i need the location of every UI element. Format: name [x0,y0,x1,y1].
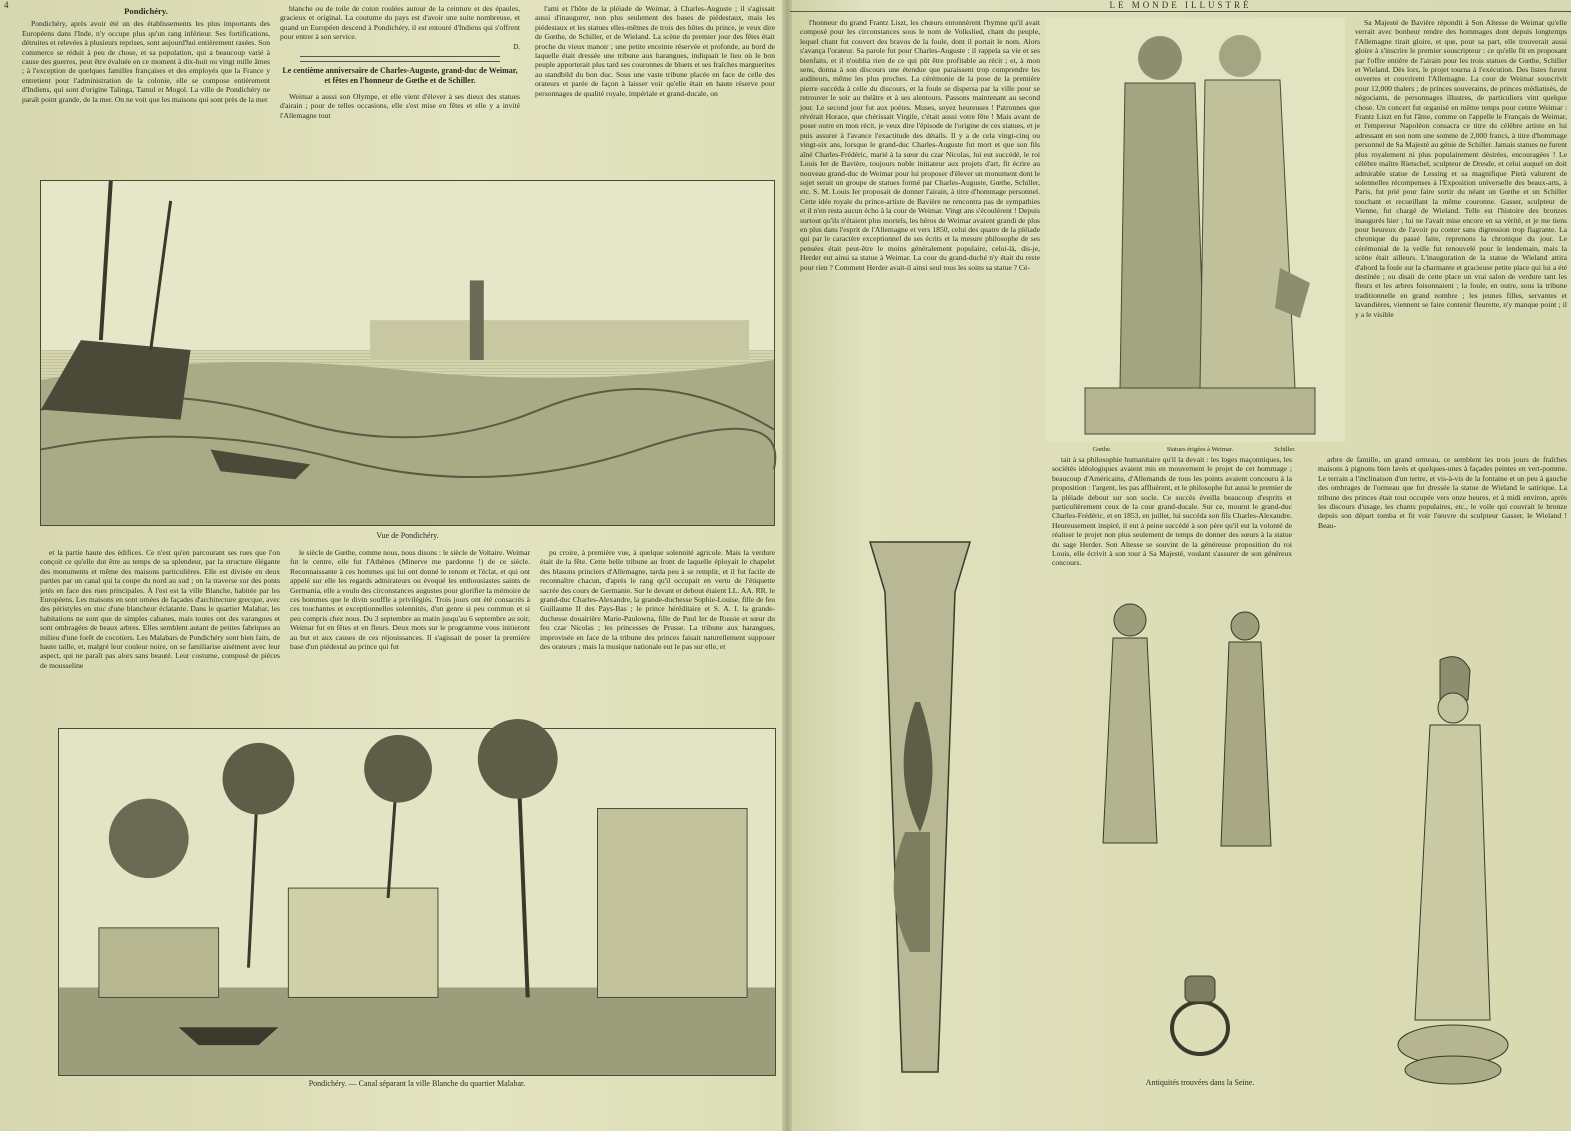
section-heading-centenary: Le centième anniversaire de Charles-Auguste, grand-duc de Weimar, et fêtes en l'honneur de Gœthe et de Schiller. [282,66,518,86]
text-column-bavaria-subscription [1355,18,1567,458]
minerva-statuette-illustration [1390,650,1510,1086]
caption-antiquites: Antiquités trouvées dans la Seine. [1145,1078,1255,1087]
statuette-front-illustration [1095,598,1165,850]
text-column-herder-statue [1052,455,1292,568]
page-number: 4 [4,0,9,10]
engraving-goethe-schiller-statue [1045,18,1345,442]
text-column-wieland-inauguration [1318,455,1567,555]
article-paragraph: Weimar a aussi son Olympe, et elle vient d'élever à ses dieux des statues d'airain ; pour de telles occasions, elle s'est mise en fêtes et elle y a invité l'Allemagne tout [280,92,520,120]
caption-goethe: Gœthe. [1092,446,1112,453]
text-column-weimar-intro [280,4,520,174]
caption-vue-de-pondichery: Vue de Pondichéry. [376,531,439,540]
article-paragraph: arbre de famille, un grand ormeau, ce semblent les trois jours de fraîches maisons à pignons bien lavés et quelques-unes à façades peintes en vert-pomme. Le terrain a l'inclinaison d'un tertre, et vis-à-vis de la fontaine et un peu à gauche des ombrages de l'ormeau que fut dressée la statue de Wieland le satirique. La tribune des princes était tout occupée vers onze heures, et à midi environ, après les discours d'usage, les chants populaires, etc., le voile qui couvrait le bronze depuis son départ tomba et fit voir l'œuvre du sculpteur Gasser, le Wieland ! Beau- [1318,455,1567,530]
engraving-canal-pondichery [58,728,776,1076]
engraving-view-of-pondichery [40,180,775,526]
text-column-princes-tribune [540,548,775,722]
article-paragraph: blanche ou de toile de coton roulées autour de la ceinture et des épaules, gracieux et original. La coutume du pays est d'avoir une suite nombreuse, et quand un Européen descend à Pondichéry, il est entouré d'Indiens qui s'offrent pour entrer à son service. [280,4,520,42]
caption-canal: Pondichéry. — Canal séparant la ville Blanche du quartier Malabar. [308,1079,526,1088]
article-paragraph: l'ami et l'hôte de la pléiade de Weimar, à Charles-Auguste ; il s'agissait aussi d'inaugurer, non plus seulement des bases de piédestaux, mais les piédestaux et les statues elles-mêmes de trois des hôtes du prince, je veux dire de Gœthe, de Schiller, et de Wieland. La scène du premier jour des fêtes était proche du vieux manoir ; une petite enceinte réservée et profonde, au bord de laquelle était dressée une tribune aux harangues, indiquait le lieu où le bon peuple apporterait plus tard ses couronnes de bluets et ses fraîches marguerites au standbild du bon duc. Sous une vaste tribune placée en face de celle des orateurs et parée de façon à laisser voir qu'elle était en haute réserve pour personnages de qualité royale, impériale et grand-ducale, on [535,4,775,98]
left-page [0,0,785,1131]
statuette-back-illustration [1215,606,1275,852]
text-column-liszt-ceremony [800,18,1040,486]
article-paragraph: et la partie haute des édifices. Ce n'est qu'en parcourant ses rues que l'on conçoit ce qu'elle dut être au temps de sa splendeur, par la structure élégante des monuments et même des maisons particulières. Elle est divisée en deux parties par un canal qui la coupe du nord au sud ; on la traverse sur des ponts jetés en face des rues principales. À l'est est la ville Blanche, habitée par les Européens. Les maisons en sont ornées de façades d'architecture grecque, avec des péristyles en stuc d'une blancheur éclatante. Dans le quartier Malabar, les habitations ne sont que de simples cabanes, mais toutes ont des varangues et sont ombragées de beaux arbres. Elles semblent autant de petites fabriques au milieu d'une forêt de cocotiers. Les Malabars de Pondichéry sont bien faits, de haute taille, et, malgré leur couleur noire, on se familiarise aisément avec leur aspect, qui ne paraît pas alors sans beauté. Leur costume, composé de pièces de mousseline [40,548,280,670]
ring-illustration [1165,968,1235,1058]
right-page [790,0,1571,1131]
text-column-goethe-century [290,548,530,722]
text-column-pondichery [22,4,270,174]
running-head: LE MONDE ILLUSTRÉ [790,0,1571,12]
article-paragraph: le siècle de Gœthe, comme nous, nous disons : le siècle de Voltaire. Weimar fut le centre, elle fut l'Athènes (Minerve me pardonne !) de ce siècle. Reconnaissante à ces hommes qui lui ont donné le renom et l'éclat, et qui ont appelé sur elle les regards admirateurs ou évoqué les enthousiastes saints de Germania, elle a voulu des circonstances augustes pour glorifier la mémoire de ces hommes que le divin souffle a privilégiés. Trois jours ont été consacrés à ces touchantes et exceptionnelles solennités, d'un genre si peu commun et si peu compris chez nous. Du 3 septembre au matin jusqu'au 6 septembre au soir, Weimar fut en fêtes et en fleurs. Deux mots sur le programme vous initieront au but et aux causes de ces réjouissances. Il s'agissait de poser la première base d'un piédestal au prince qui fut [290,548,530,652]
text-column-weimar-festivities [535,4,775,174]
author-signature: D. [513,42,520,51]
article-paragraph: tait à sa philosophie humanitaire qu'il la devait : les loges maçonniques, les sociétés idéologiques avaient mis en mouvement le projet de cet hommage ; beaucoup d'Américains, d'Allemands de tous les points avaient concouru à la proposition : l'argent, les pas affluèrent, et le philosophe fut aussi le premier de la pléiade debout sur son socle. Ce succès éveilla beaucoup d'esprits et particulièrement ceux de la cour grand-ducale. Sur ce, mourut le grand-duc Charles-Frédéric, et en 1853, en juillet, lui succéda son fils Charles-Alexandre. Heureusement inspiré, il eut à peine succédé à son père qu'il eut la volonté de réaliser le projet non plus seulement de temps de donner des sœurs à la statue du sage Herder. Son Altesse se souvint de la généreuse proposition du roi Louis, elle écrivit à son tour à Sa Majesté, voulant s'assurer de son généreux concours. [1052,455,1292,568]
caption-schiller: Schiller. [1274,446,1296,453]
text-column-pondichery-continued [40,548,280,722]
article-paragraph: pu croire, à première vue, à quelque solennité agricole. Mais la verdure était de la fête. Cette belle tribune au front de laquelle éployait le chapelet des blasons princiers d'Allemagne, tarda peu à se remplir, et il fut facile de reconnaître chacun, d'après le rang qu'il occupait en vertu de l'étiquette sacrée des cours de Germanie. Sur le devant et debout étaient LL. AA. RR. le grand-duc Charles-Alexandre, la grande-duchesse Sophie-Louise, fille de feu Guillaume II des Pays-Bas ; le prince héréditaire et S. A. I. la grande-duchesse douairière Marie-Paulowna, fille de Paul Ier de Russie et sœur du feu czar Nicolas ; les princesses de Prusse. La tribune aux harangues, improvisée en face de la tribune des princes faisait naturellement supposer des orateurs ; mais la musique nationale eut le pas sur elle, et [540,548,775,652]
article-paragraph: Pondichéry, après avoir été un des établissements les plus importants des Européens dans l'Inde, n'y occupe plus qu'un rang inférieur. Ses fortifications, détruites et relevées à plusieurs reprises, sont aujourd'hui entièrement rasées. Son commerce se réduit à peu de chose, et sa population, qui a beaucoup varié à cause des guerres, peut être évaluée en ce moment à dix-huit ou vingt mille âmes ; à l'exception de quelques familles françaises et des employés que la France y entretient pour l'administration de la colonie, elle se compose entièrement d'Indiens, qui sont d'origine Talinga, Tamul et Mogol. La ville de Pondichéry ne paraît point grande, de la mer. On ne voit que les maisons qui sont près de la mer [22,19,270,104]
article-paragraph: l'honneur du grand Frantz Liszt, les chœurs entonnèrent l'hymne qu'il avait composé pour les circonstances sous le nom de Volkslied, chant du peuple, lequel chant fut couvert des bravos de la foule, dont il portait le nom. Alors s'avança l'orateur. Sa parole fut pour Charles-Auguste : il rappela sa vie et ses bienfaits, et il n'oublia rien de ce qui pût être profitable au récit ; et, à mon sens, donna à son discours une étendue que paraissent trop comprendre les auditeurs, même les plus proches. La cérémonie de la pose de la première pierre succéda à celle du discours, et la foule se dispersa par la ville pour se retrouver le soir au théâtre et à ses alentours. Passons maintenant au second jour. Le second jour fut aux poètes. Muses, soyez heureuses ! Patronnes que révérait Horace, que chérissait Virgile, c'était aussi votre fête ! Mais avant de poser outre en mon récit, je veux dire l'épisode de l'origine de ces statues, et je puis assurer à l'avance l'exactitude des détails. Il y a de cela vingt-cinq ou vingt-six ans, lorsque le grand-duc Charles-Auguste fut mort et que son fils aîné Charles-Frédéric, marié à la sœur du czar Nicolas, lui eut succédé, le roi Louis Ier de Bavière, toujours noble initiateur aux projets d'art, fit écrire au nouveau grand-duc de Weimar pour lui proposer d'élever un monument dont le sujet serait un groupe de statues formé par Charles-Auguste, Gœthe, Schiller, etc. S. M. Louis Ier proposait de donner l'airain, à titre d'hommage personnel. Cette idée royale du prince-artiste de Bavière ne rencontra pas de sympathies et il n'en resta aucun écho à la cour de Weimar. Vingt ans s'écoulèrent ! Depuis surtout qu'ils n'étaient plus mortels, les héros de Weimar avaient grandi de plus en plus dans l'esprit de l'Allemagne et vers 1850, celui des quatre de la pléiade qui par le caractère exceptionnel de ses écrits et la mesure philosophe de ses pensées était peut-être le moins généralement populaire, celui-là, dis-je, Herder eut ainsi sa statue à Weimar. La cour du grand-duché n'y était du reste pour rien ? Comment Herder avait-il ainsi seul tous les soins sa statue ? Cé- [800,18,1040,272]
article-paragraph: Sa Majesté de Bavière répondit à Son Altesse de Weimar qu'elle verrait avec bonheur rendre des hommages dont depuis longtemps l'Allemagne tirait gloire, et que, pour sa part, elle trouverait aussi gloire à s'inscrire le premier souscripteur : ce qu'elle fit en proposant par l'offre entière de l'airain pour les trois statues de Gœthe, Schiller et Wieland. Dès lors, le projet tourna à l'exécution. Des listes furent ouvertes et couvrirent l'Allemagne. La cour de Weimar souscrivit pour 12,000 thalers ; de princes souverains, de princes médiatisés, de négociants, de personnages illustres, de particuliers vint quelque chose. Un concert fut organisé en même temps pour centre Weimar : Frantz Liszt en fut l'âme, comme on l'appelle le Français de Weimar, et l'empereur Napoléon consacra ce titre du célèbre artiste en lui adressant en son nom une somme de 2,000 francs, à titre d'hommage personnel de Sa Majesté au génie de Schiller. Jamais statues ne furent plus royalement ni plus populairement désirées, encouragées ! Le célèbre maître Rietschel, sculpteur de Dresde, et celui auquel on doit admirable statue de Lessing et sa magnifique Pietà valurent de solennelles récompenses à l'Exposition universelle des beaux-arts, à Paris, fut prié pour faire sortir du néant un Gœthe et un Schiller touchant et recueillant la même couronne. Gasser, sculpteur de Vienne, fut chargé de Wieland. Telle est l'histoire des bronzes inaugurés hier ; lui ne l'avait mise encore en sa vérité, et je me tiens pour heureux de l'avoir pu conter sans digression trop flagrante. La chronique du passé faite, reprenons la chronique du jour. Le cérémonial de la veille fut renouvelé pour le lendemain, mais la scène était ailleurs. L'inauguration de la statue de Wieland attira d'abord la foule sur la charmante et gracieuse petite place qui lui a été destinée ; ou disait de cette place un vrai salon de verdure tant les fleurs et les arbres foisonnaient ; la foule, en outre, sous la tribune traditionnelle en grand nombre ; les jeunes filles, servantes et lavandières, viennent se faire contenir fleurette, n'y manque point ; il y a le visible [1355,18,1567,319]
section-heading-pondichery: Pondichéry. [124,6,168,16]
caption-statues: Statues érigées à Weimar. [1166,446,1234,453]
bronze-axe-illustration [860,532,980,1092]
section-divider [300,56,500,62]
